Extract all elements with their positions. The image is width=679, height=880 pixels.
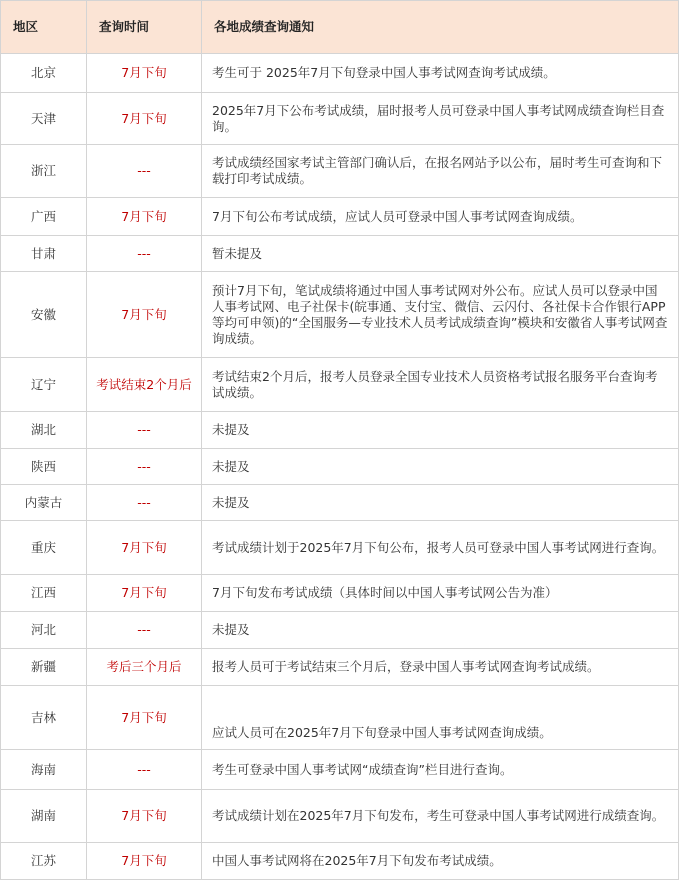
header-region: 地区 — [1, 1, 87, 54]
query-time-cell: 7月下旬 — [87, 521, 202, 575]
query-time-cell: --- — [87, 412, 202, 449]
table-row — [1, 612, 679, 649]
header-query-time: 查询时间 — [87, 1, 202, 54]
notice-cell: 应试人员可在2025年7月下旬登录中国人事考试网查询成绩。 — [202, 686, 679, 750]
table-row — [1, 649, 679, 686]
region-cell: 内蒙古 — [1, 485, 87, 521]
region-cell: 广西 — [1, 198, 87, 236]
region-cell: 浙江 — [1, 145, 87, 198]
query-time-cell: 7月下旬 — [87, 93, 202, 145]
region-cell: 陕西 — [1, 449, 87, 485]
query-time-cell: 7月下旬 — [87, 54, 202, 93]
table-row — [1, 575, 679, 612]
table-row — [1, 198, 679, 236]
notice-cell: 考试成绩经国家考试主管部门确认后，在报名网站予以公布，届时考生可查询和下载打印考试成绩。 — [202, 145, 679, 198]
query-time-cell: 考试结束2个月后 — [87, 358, 202, 412]
table-row — [1, 449, 679, 485]
region-cell: 安徽 — [1, 272, 87, 358]
region-cell: 天津 — [1, 93, 87, 145]
region-cell: 吉林 — [1, 686, 87, 750]
notice-cell: 考生可于 2025年7月下旬登录中国人事考试网查询考试成绩。 — [202, 54, 679, 93]
table-row — [1, 686, 679, 750]
notice-cell: 2025年7月下公布考试成绩，届时报考人员可登录中国人事考试网成绩查询栏目查询。 — [202, 93, 679, 145]
region-cell: 江西 — [1, 575, 87, 612]
notice-cell: 未提及 — [202, 612, 679, 649]
query-time-cell: 7月下旬 — [87, 686, 202, 750]
notice-cell: 7月下旬公布考试成绩，应试人员可登录中国人事考试网查询成绩。 — [202, 198, 679, 236]
query-time-cell: --- — [87, 145, 202, 198]
notice-cell: 暂未提及 — [202, 236, 679, 272]
region-cell: 湖北 — [1, 412, 87, 449]
region-cell: 江苏 — [1, 843, 87, 880]
table-row — [1, 521, 679, 575]
notice-cell: 考生可登录中国人事考试网“成绩查询”栏目进行查询。 — [202, 750, 679, 790]
region-cell: 甘肃 — [1, 236, 87, 272]
query-time-cell: 考后三个月后 — [87, 649, 202, 686]
notice-cell: 考试成绩计划在2025年7月下旬发布，考生可登录中国人事考试网进行成绩查询。 — [202, 790, 679, 843]
table-row — [1, 843, 679, 880]
notice-cell: 未提及 — [202, 485, 679, 521]
table-row — [1, 93, 679, 145]
query-time-cell: --- — [87, 612, 202, 649]
table-header-row — [1, 1, 679, 54]
query-time-cell: 7月下旬 — [87, 198, 202, 236]
region-cell: 辽宁 — [1, 358, 87, 412]
notice-cell: 未提及 — [202, 412, 679, 449]
region-cell: 重庆 — [1, 521, 87, 575]
header-notice: 各地成绩查询通知 — [202, 1, 679, 54]
notice-cell: 考试结束2个月后，报考人员登录全国专业技术人员资格考试报名服务平台查询考试成绩。 — [202, 358, 679, 412]
region-cell: 海南 — [1, 750, 87, 790]
table-row — [1, 790, 679, 843]
table-row — [1, 412, 679, 449]
query-time-cell: --- — [87, 449, 202, 485]
query-time-cell: --- — [87, 236, 202, 272]
query-time-cell: --- — [87, 485, 202, 521]
table-row — [1, 485, 679, 521]
region-cell: 湖南 — [1, 790, 87, 843]
query-time-cell: 7月下旬 — [87, 843, 202, 880]
table-row — [1, 750, 679, 790]
region-cell: 河北 — [1, 612, 87, 649]
query-time-cell: 7月下旬 — [87, 790, 202, 843]
table-row — [1, 272, 679, 358]
notice-cell: 未提及 — [202, 449, 679, 485]
query-time-cell: --- — [87, 750, 202, 790]
region-cell: 新疆 — [1, 649, 87, 686]
query-time-cell: 7月下旬 — [87, 575, 202, 612]
region-cell: 北京 — [1, 54, 87, 93]
notice-cell: 7月下旬发布考试成绩（具体时间以中国人事考试网公告为准） — [202, 575, 679, 612]
table-row — [1, 358, 679, 412]
notice-cell: 报考人员可于考试结束三个月后，登录中国人事考试网查询考试成绩。 — [202, 649, 679, 686]
notice-cell: 中国人事考试网将在2025年7月下旬发布考试成绩。 — [202, 843, 679, 880]
table-row — [1, 145, 679, 198]
table-row — [1, 54, 679, 93]
notice-cell: 预计7月下旬，笔试成绩将通过中国人事考试网对外公布。应试人员可以登录中国人事考试网、电子社保卡(皖事通、支付宝、微信、云闪付、各社保卡合作银行APP等均可申领)的“全国服务—专业技术人员考试成绩查询”模块和安徽省人事考试网查询成绩。 — [202, 272, 679, 358]
table-row — [1, 236, 679, 272]
notice-cell: 考试成绩计划于2025年7月下旬公布，报考人员可登录中国人事考试网进行查询。 — [202, 521, 679, 575]
query-time-cell: 7月下旬 — [87, 272, 202, 358]
